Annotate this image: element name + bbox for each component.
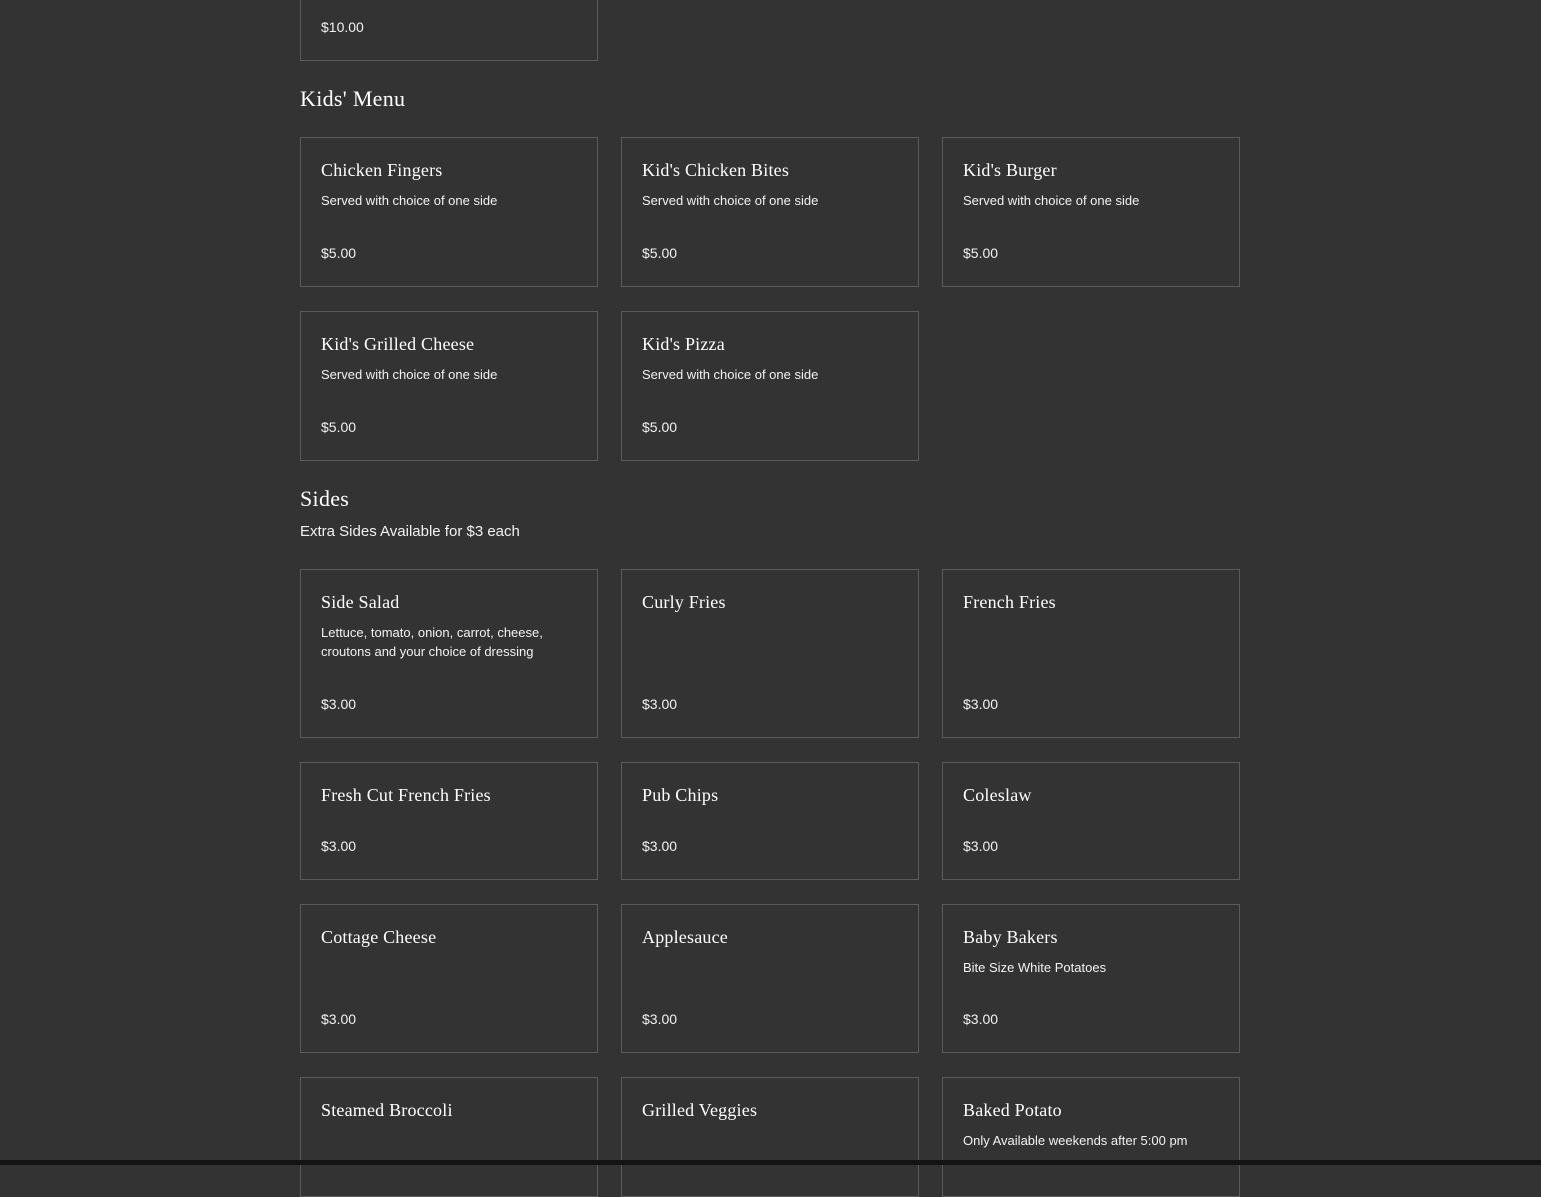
section-title-kids: Kids' Menu [300,86,406,111]
item-name: Kid's Burger [963,160,1057,180]
item-description: Bite Size White Potatoes [963,960,1107,975]
item-price: $3.00 [642,696,678,712]
bottom-edge-bar [0,1160,1541,1165]
item-description: Served with choice of one side [642,193,819,208]
item-description: Served with choice of one side [642,367,819,382]
item-price: $3.00 [963,838,999,854]
item-price: $5.00 [321,245,357,261]
item-price: $3.00 [642,838,678,854]
item-price: $5.00 [642,419,678,435]
item-description: Only Available weekends after 5:00 pm [963,1133,1188,1148]
item-price: $3.00 [963,1011,999,1027]
item-name: French Fries [963,592,1056,612]
menu-item-card [942,904,1240,1053]
item-price: $3.00 [642,1011,678,1027]
menu-item-card [942,569,1240,738]
item-name: Steamed Broccoli [321,1100,453,1120]
menu-item-card [621,569,919,738]
section-title-sides: Sides [300,486,350,511]
item-name: Applesauce [642,927,728,947]
menu-item-card [300,569,598,738]
menu-item-card [300,0,598,61]
item-name: Chicken Fingers [321,160,443,180]
item-price: $5.00 [642,245,678,261]
item-name: Kid's Chicken Bites [642,160,790,180]
item-price: $3.00 [321,696,357,712]
item-name: Grilled Veggies [642,1100,758,1120]
item-description: Served with choice of one side [321,367,498,382]
menu-item-card [621,762,919,880]
item-name: Curly Fries [642,592,726,612]
item-name: Kid's Grilled Cheese [321,334,475,354]
item-name: Coleslaw [963,785,1032,805]
item-description: Lettuce, tomato, onion, carrot, cheese, croutons and your choice of dressing [321,625,543,659]
menu-item-card [621,1077,919,1197]
menu-item-card [942,1077,1240,1197]
menu-item-card [942,762,1240,880]
menu-item-card [300,137,598,287]
menu-item-card [300,904,598,1053]
menu-item-card [621,904,919,1053]
menu-item-card [942,137,1240,287]
item-name: Fresh Cut French Fries [321,785,491,805]
item-name: Side Salad [321,592,400,612]
item-price: $3.00 [963,696,999,712]
item-price: $3.00 [321,838,357,854]
item-price: $10.00 [321,19,364,35]
menu-item-card [621,137,919,287]
item-description: Served with choice of one side [963,193,1140,208]
menu-item-card [300,1077,598,1197]
menu-item-card [300,311,598,461]
menu-item-card [300,762,598,880]
item-description: Served with choice of one side [321,193,498,208]
item-price: $5.00 [963,245,999,261]
item-name: Pub Chips [642,785,719,805]
item-name: Kid's Pizza [642,334,725,354]
section-subtitle-sides: Extra Sides Available for $3 each [300,523,520,540]
item-name: Baked Potato [963,1100,1062,1120]
item-price: $5.00 [321,419,357,435]
item-name: Baby Bakers [963,927,1058,947]
item-price: $3.00 [321,1011,357,1027]
item-name: Cottage Cheese [321,927,437,947]
menu-item-card [621,311,919,461]
